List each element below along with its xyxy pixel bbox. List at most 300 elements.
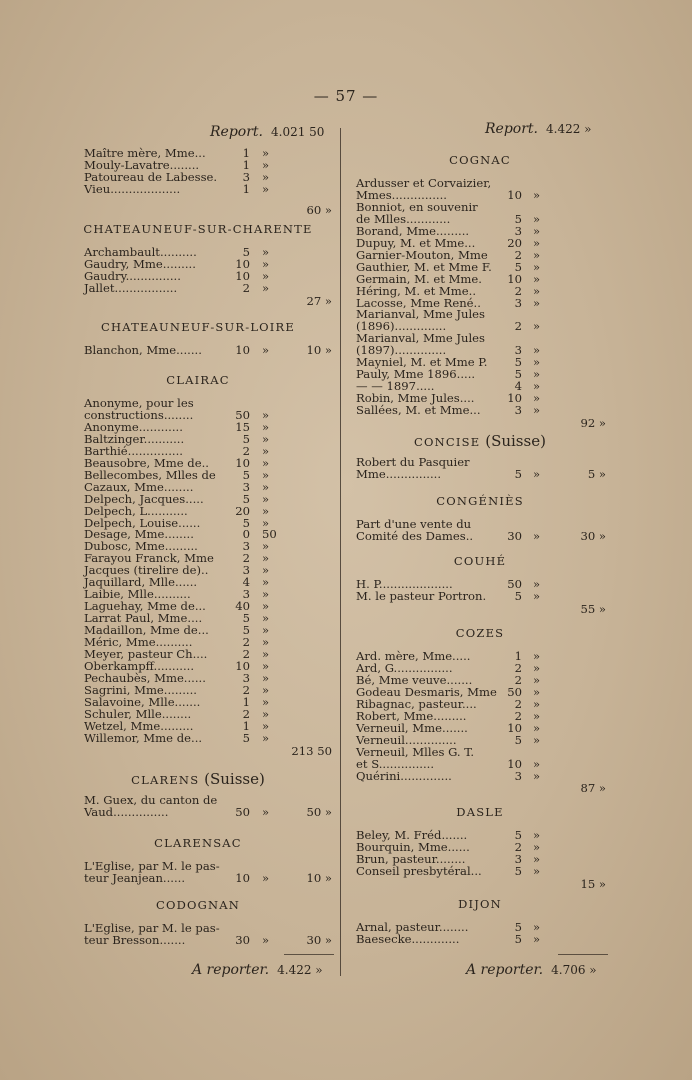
- entry-cents: »: [262, 804, 270, 819]
- entry-cents: »: [262, 658, 270, 673]
- entry-cents: »: [533, 931, 541, 946]
- entry-name: Dupuy, M. et Mme...: [356, 235, 476, 250]
- entry-cents: »: [262, 718, 270, 733]
- entry-name: Mme...............: [356, 466, 442, 481]
- entry-name: Part d'une vente du: [356, 517, 472, 531]
- entry-amount: 30: [235, 932, 250, 947]
- entry-cents: »: [533, 379, 541, 394]
- entry-amount: 3: [242, 670, 250, 685]
- entry-amount: 20: [507, 235, 522, 250]
- entry-cents: »: [533, 696, 541, 711]
- entry-amount: 2: [242, 682, 250, 697]
- entry-amount: 3: [242, 479, 250, 494]
- section-total: 5 »: [587, 466, 606, 481]
- entry-name: Sagrini, Mme.........: [84, 682, 197, 697]
- entry-name: Baesecke.............: [356, 931, 460, 946]
- section-heading: [340, 554, 620, 568]
- entry-cents: 50: [262, 527, 277, 542]
- entry-cents: »: [533, 577, 541, 591]
- entry-name: Madaillon, Mme de...: [84, 623, 209, 638]
- entry-cents: »: [533, 319, 541, 334]
- entry-name: Bonniot, en souvenir: [356, 199, 478, 214]
- entry-amount: 5: [514, 367, 522, 382]
- entry-cents: »: [262, 146, 270, 160]
- entry-name: Barthié...............: [84, 443, 183, 458]
- list-item: [356, 746, 606, 758]
- entry-amount: 2: [242, 443, 250, 458]
- section-title: COUHÉ: [453, 554, 507, 568]
- section-title: CLAIRAC: [166, 373, 230, 387]
- entry-name: Wetzel, Mme.........: [84, 718, 194, 733]
- entry-name: Delpech, Jacques.....: [84, 491, 204, 506]
- entry-cents: »: [262, 479, 270, 494]
- entry-cents: »: [533, 223, 541, 238]
- entry-name: Cazaux, Mme........: [84, 479, 194, 494]
- entry-cents: »: [262, 515, 270, 530]
- entry-amount: 50: [235, 407, 250, 422]
- entry-amount: 3: [514, 223, 522, 238]
- section-heading: [340, 432, 620, 450]
- entry-amount: 2: [514, 696, 522, 711]
- entry-name: Archambault..........: [84, 245, 197, 259]
- entry-cents: »: [533, 684, 541, 699]
- entry-name: M. le pasteur Portron.: [356, 588, 487, 603]
- section-subtitle: (Suisse): [485, 432, 546, 450]
- entry-name: H. P....................: [356, 577, 453, 591]
- entry-cents: »: [262, 706, 270, 721]
- entry-amount: 1: [514, 649, 522, 663]
- entry-name: Comité des Dames..: [356, 528, 474, 543]
- entry-cents: »: [533, 259, 541, 274]
- section-total: 30 »: [306, 932, 332, 947]
- section-heading: [340, 805, 620, 819]
- entry-name: Germain, M. et Mme.: [356, 271, 482, 286]
- entry-cents: »: [533, 851, 541, 866]
- entry-amount: 3: [242, 169, 250, 184]
- entry-amount: 5: [514, 931, 522, 946]
- section-total: 60 »: [306, 202, 332, 217]
- section-total: 15 »: [580, 876, 606, 891]
- entry-name: Maître mère, Mme...: [84, 146, 206, 160]
- entry-name: Gaudry, Mme.........: [84, 256, 196, 271]
- entry-amount: 5: [514, 259, 522, 274]
- entry-cents: »: [262, 611, 270, 626]
- section-total: 92 »: [580, 416, 606, 430]
- entry-name: Verneuil..............: [356, 732, 457, 747]
- section-title: CONCISE: [414, 435, 481, 449]
- carry-rule: [558, 954, 608, 955]
- entry-amount: 3: [514, 851, 522, 866]
- page-number: — 57 —: [313, 87, 379, 105]
- entry-name: Gauthier, M. et Mme F.: [356, 259, 492, 274]
- entry-cents: »: [533, 528, 541, 543]
- entry-amount: 5: [514, 828, 522, 842]
- section-title: DIJON: [458, 897, 502, 911]
- entry-amount: 3: [514, 295, 522, 310]
- entry-amount: 2: [514, 839, 522, 854]
- list-item: [356, 468, 606, 480]
- entry-amount: 2: [242, 280, 250, 295]
- list-item: [356, 770, 606, 782]
- entry-amount: 50: [507, 684, 522, 699]
- entry-name: (1897)..............: [356, 343, 447, 358]
- entry-name: Quérini..............: [356, 768, 452, 783]
- entry-name: Pauly, Mme 1896.....: [356, 367, 476, 382]
- entry-cents: »: [533, 283, 541, 298]
- entry-cents: »: [262, 419, 270, 434]
- carry-line: [466, 962, 597, 978]
- entry-cents: »: [262, 575, 270, 590]
- entry-amount: 2: [514, 247, 522, 262]
- entry-cents: »: [262, 646, 270, 661]
- entry-amount: 5: [242, 611, 250, 626]
- entry-name: Schuler, Mlle........: [84, 706, 192, 721]
- entry-name: Bellecombes, Mlles de: [84, 467, 216, 482]
- entry-amount: 3: [514, 343, 522, 358]
- entry-cents: »: [533, 649, 541, 663]
- entry-amount: 2: [242, 551, 250, 566]
- entry-name: Godeau Desmaris, Mme: [356, 684, 497, 699]
- entry-name: Jacques (tirelire de)..: [84, 563, 209, 578]
- entry-name: Garnier-Mouton, Mme: [356, 247, 488, 262]
- entry-cents: »: [262, 670, 270, 685]
- entry-amount: 5: [514, 920, 522, 934]
- entry-amount: 3: [514, 403, 522, 418]
- entry-cents: »: [262, 563, 270, 578]
- entry-name: Conseil presbytéral...: [356, 863, 482, 878]
- entry-amount: 5: [242, 431, 250, 446]
- list-item: [356, 530, 606, 542]
- list-item: [356, 273, 606, 285]
- entry-name: Laguehay, Mme de...: [84, 599, 206, 614]
- entry-amount: 10: [235, 658, 250, 673]
- entry-cents: »: [533, 343, 541, 358]
- entry-cents: »: [262, 870, 270, 885]
- list-item: [356, 698, 606, 710]
- entry-amount: 10: [507, 271, 522, 286]
- entry-amount: 4: [242, 575, 250, 590]
- entry-cents: »: [262, 932, 270, 947]
- list-item: [356, 734, 606, 746]
- entry-cents: »: [262, 635, 270, 649]
- entry-name: Vieu...................: [84, 181, 181, 196]
- list-item: [356, 225, 606, 237]
- entry-name: Lacosse, Mme René..: [356, 295, 481, 310]
- entry-amount: 3: [514, 768, 522, 783]
- entry-amount: 2: [242, 635, 250, 649]
- entry-name: Ribagnac, pasteur....: [356, 696, 477, 711]
- entry-amount: 2: [514, 283, 522, 298]
- list-item: [356, 261, 606, 273]
- entry-amount: 5: [514, 588, 522, 603]
- section-title: CHATEAUNEUF-SUR-CHARENTE: [83, 222, 313, 236]
- entry-cents: »: [533, 235, 541, 250]
- section-title: CLARENSAC: [154, 836, 242, 850]
- entry-cents: »: [533, 708, 541, 723]
- entry-name: Patoureau de Labesse.: [84, 169, 218, 184]
- carry-label: A reporter.: [466, 962, 544, 978]
- entry-cents: »: [262, 157, 270, 172]
- entry-amount: 2: [514, 660, 522, 675]
- entry-cents: »: [262, 551, 270, 566]
- entry-amount: 1: [242, 157, 250, 172]
- section-total: 27 »: [306, 293, 332, 308]
- entry-name: Oberkampff...........: [84, 658, 195, 673]
- section-total: 50 »: [306, 804, 332, 819]
- entry-amount: 2: [514, 319, 522, 334]
- entry-amount: 3: [242, 563, 250, 578]
- entry-amount: 10: [235, 256, 250, 271]
- entry-cents: »: [262, 443, 270, 458]
- list-item: [356, 722, 606, 734]
- entry-name: Beley, M. Fréd.......: [356, 828, 468, 842]
- entry-name: Robin, Mme Jules....: [356, 391, 475, 406]
- entry-amount: 4: [514, 379, 522, 394]
- entry-name: Jaquillard, Mlle......: [84, 575, 198, 590]
- entry-cents: »: [533, 391, 541, 406]
- entry-name: Arnal, pasteur........: [356, 920, 469, 934]
- section-subtitle: (Suisse): [204, 770, 265, 788]
- entry-amount: 3: [242, 587, 250, 602]
- entry-name: Willemor, Mme de...: [84, 730, 203, 745]
- entry-name: Salavoine, Mlle.......: [84, 694, 201, 709]
- entry-name: et S...............: [356, 756, 435, 771]
- entry-amount: 40: [235, 599, 250, 614]
- entry-cents: »: [262, 256, 270, 271]
- entry-name: Ard, G................: [356, 660, 453, 675]
- section-heading: [340, 494, 620, 508]
- carry-label: A reporter.: [192, 962, 270, 978]
- entry-cents: »: [533, 355, 541, 370]
- entry-name: L'Eglise, par M. le pas-: [84, 921, 220, 935]
- entry-name: L'Eglise, par M. le pas-: [84, 859, 220, 873]
- entry-cents: »: [533, 271, 541, 286]
- entry-name: Robert, Mme.........: [356, 708, 467, 723]
- entry-cents: »: [533, 920, 541, 934]
- entry-name: teur Bresson.......: [84, 932, 186, 947]
- entry-cents: »: [533, 588, 541, 603]
- entry-cents: »: [533, 403, 541, 418]
- entry-name: teur Jeanjean......: [84, 870, 186, 885]
- entry-amount: 5: [514, 211, 522, 226]
- section-total: 10 »: [306, 870, 332, 885]
- entry-cents: »: [262, 682, 270, 697]
- entry-amount: 1: [242, 146, 250, 160]
- entry-name: Marianval, Mme Jules: [356, 331, 485, 346]
- entry-name: Anonyme............: [84, 419, 183, 434]
- entry-name: Dubosc, Mme.........: [84, 539, 198, 554]
- entry-name: Bourquin, Mme......: [356, 839, 470, 854]
- section-title: CONGÉNIÈS: [436, 494, 524, 508]
- report-amount: 4.422 »: [546, 122, 592, 136]
- entry-amount: 10: [507, 756, 522, 771]
- entry-cents: »: [262, 455, 270, 470]
- entry-cents: »: [262, 539, 270, 554]
- entry-amount: 2: [514, 708, 522, 723]
- entry-cents: »: [262, 467, 270, 482]
- entry-cents: »: [262, 694, 270, 709]
- entry-cents: »: [262, 181, 270, 196]
- section-total: 55 »: [580, 601, 606, 616]
- section-title: COGNAC: [449, 153, 511, 167]
- entry-name: Héring, M. et Mme..: [356, 283, 477, 298]
- list-item: [356, 285, 606, 297]
- entry-amount: 5: [242, 730, 250, 745]
- section-total: 10 »: [306, 343, 332, 357]
- entry-name: Pechaubès, Mme......: [84, 670, 206, 685]
- entry-amount: 5: [242, 515, 250, 530]
- entry-name: Ard. mère, Mme.....: [356, 649, 471, 663]
- entry-name: Mayniel, M. et Mme P.: [356, 355, 488, 370]
- entry-amount: 10: [507, 720, 522, 735]
- entry-cents: »: [262, 245, 270, 259]
- list-item: [356, 865, 606, 877]
- list-item: [356, 590, 606, 602]
- entry-name: Delpech, Louise......: [84, 515, 201, 530]
- entry-cents: »: [262, 280, 270, 295]
- entry-cents: »: [262, 587, 270, 602]
- entry-amount: 5: [514, 355, 522, 370]
- entry-amount: 10: [235, 343, 250, 357]
- entry-name: Brun, pasteur........: [356, 851, 466, 866]
- entry-name: Verneuil, Mlles G. T.: [356, 744, 475, 759]
- entry-amount: 1: [242, 718, 250, 733]
- section-title: CHATEAUNEUF-SUR-LOIRE: [100, 320, 296, 334]
- entry-cents: »: [533, 660, 541, 675]
- entry-cents: »: [262, 169, 270, 184]
- entry-cents: »: [533, 187, 541, 202]
- list-item: [356, 758, 606, 770]
- entry-amount: 10: [507, 187, 522, 202]
- entry-amount: 2: [242, 646, 250, 661]
- list-item: [356, 710, 606, 722]
- entry-name: Vaud...............: [84, 804, 169, 819]
- entry-cents: »: [533, 720, 541, 735]
- entry-amount: 1: [242, 181, 250, 196]
- entry-cents: »: [533, 367, 541, 382]
- entry-name: Sallées, M. et Mme...: [356, 403, 481, 418]
- entry-cents: »: [533, 828, 541, 842]
- entry-name: Beausobre, Mme de..: [84, 455, 209, 470]
- entry-amount: 10: [507, 391, 522, 406]
- entry-cents: »: [533, 732, 541, 747]
- entry-name: Meyer, pasteur Ch....: [84, 646, 208, 661]
- list-item: [356, 249, 606, 261]
- entry-cents: »: [533, 466, 541, 481]
- entry-amount: 2: [242, 706, 250, 721]
- entry-cents: »: [533, 295, 541, 310]
- entry-name: Bé, Mme veuve.......: [356, 672, 473, 687]
- entry-amount: 5: [514, 863, 522, 878]
- entry-cents: »: [262, 730, 270, 745]
- entry-name: — — 1897.....: [356, 379, 435, 394]
- entry-cents: »: [533, 768, 541, 783]
- entry-amount: 10: [235, 870, 250, 885]
- entry-name: Gaudry...............: [84, 268, 181, 283]
- entry-cents: »: [262, 503, 270, 518]
- entry-cents: »: [262, 343, 270, 357]
- section-title: COZES: [455, 626, 505, 640]
- entry-amount: 30: [507, 528, 522, 543]
- entry-name: Robert du Pasquier: [356, 455, 470, 469]
- entry-amount: 2: [514, 672, 522, 687]
- entry-name: Blanchon, Mme.......: [84, 343, 202, 357]
- entry-amount: 5: [514, 732, 522, 747]
- entry-cents: »: [262, 599, 270, 614]
- entry-cents: »: [262, 491, 270, 506]
- section-total: 30 »: [580, 528, 606, 543]
- entry-amount: 1: [242, 694, 250, 709]
- entry-cents: »: [533, 211, 541, 226]
- entry-name: Larrat Paul, Mme....: [84, 611, 203, 626]
- section-title: CODOGNAN: [155, 898, 241, 912]
- list-item: [356, 404, 606, 416]
- entry-name: Baltzinger...........: [84, 431, 185, 446]
- section-total: 213 50: [291, 743, 332, 758]
- entry-amount: 5: [514, 466, 522, 481]
- entry-name: de Mlles............: [356, 211, 451, 226]
- report-line: [485, 121, 592, 137]
- entry-name: Anonyme, pour les: [84, 396, 194, 410]
- entry-name: Delpech, L...........: [84, 503, 188, 518]
- entry-amount: 5: [242, 467, 250, 482]
- report-label: Report.: [210, 124, 263, 140]
- entry-name: Ardusser et Corvaizier,: [356, 176, 492, 190]
- entry-name: Jallet.................: [84, 280, 178, 295]
- entry-cents: »: [533, 756, 541, 771]
- report-amount: 4.021 50: [271, 125, 325, 139]
- entry-name: Mmes...............: [356, 187, 447, 202]
- list-item: [356, 237, 606, 249]
- entry-name: Verneuil, Mme.......: [356, 720, 468, 735]
- section-heading: [340, 626, 620, 640]
- section-title: DASLE: [456, 805, 504, 819]
- section-title: CLARENS: [131, 773, 200, 787]
- list-item: [356, 933, 606, 945]
- entry-name: Marianval, Mme Jules: [356, 307, 485, 322]
- entry-cents: »: [262, 623, 270, 638]
- entry-amount: 5: [242, 491, 250, 506]
- entry-amount: 5: [242, 623, 250, 638]
- report-label: Report.: [485, 121, 538, 137]
- entry-cents: »: [262, 407, 270, 422]
- entry-amount: 50: [507, 577, 522, 591]
- carry-amount: 4.706 »: [551, 963, 597, 977]
- entry-amount: 3: [242, 539, 250, 554]
- entry-name: Farayou Franck, Mme: [84, 551, 214, 566]
- entry-amount: 0: [242, 527, 250, 542]
- entry-amount: 10: [235, 455, 250, 470]
- entry-cents: »: [533, 863, 541, 878]
- entry-amount: 15: [235, 419, 250, 434]
- carry-amount: 4.422 »: [277, 963, 323, 977]
- entry-cents: »: [533, 839, 541, 854]
- entry-cents: »: [262, 431, 270, 446]
- entry-name: constructions........: [84, 407, 194, 422]
- entry-name: Mouly-Lavatre........: [84, 157, 200, 172]
- entry-cents: »: [533, 247, 541, 262]
- entry-name: Méric, Mme..........: [84, 635, 193, 649]
- entry-cents: »: [262, 268, 270, 283]
- entry-name: Borand, Mme.........: [356, 223, 470, 238]
- entry-name: Desage, Mme........: [84, 527, 194, 542]
- entry-amount: 10: [235, 268, 250, 283]
- entry-amount: 5: [242, 245, 250, 259]
- entry-name: (1896)..............: [356, 319, 447, 334]
- entry-name: Laibie, Mlle..........: [84, 587, 191, 602]
- entry-amount: 50: [235, 804, 250, 819]
- section-heading: [340, 897, 620, 911]
